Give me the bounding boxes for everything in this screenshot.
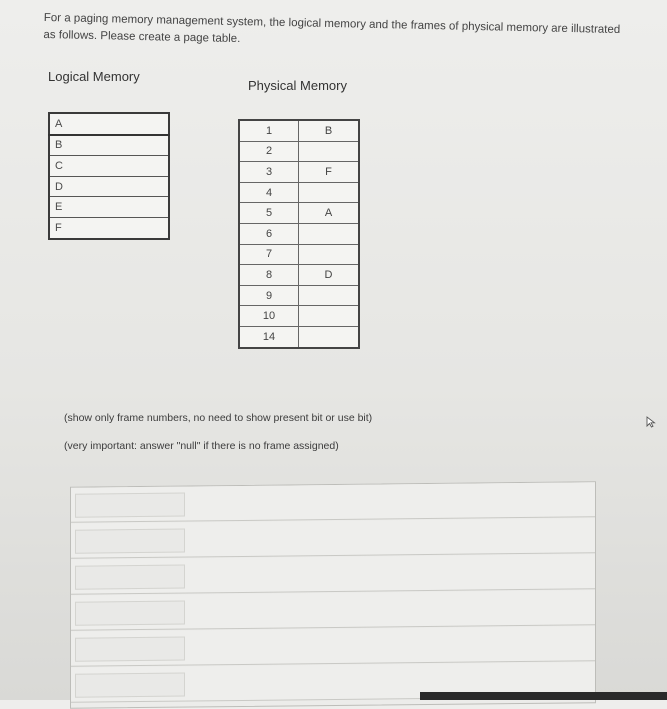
logical-page-cell: F xyxy=(55,221,62,234)
logical-page-cell: A xyxy=(49,113,169,135)
frame-number-cell: 6 xyxy=(239,223,299,244)
frame-content-cell: F xyxy=(299,162,360,183)
answer-input-cell[interactable] xyxy=(75,493,185,518)
table-row xyxy=(239,223,359,244)
frame-number-cell: 8 xyxy=(239,265,299,286)
table-row xyxy=(49,113,169,135)
frame-content-cell: D xyxy=(299,265,360,286)
answer-input-cell[interactable] xyxy=(75,529,185,554)
table-row xyxy=(49,135,169,156)
frame-number-cell: 10 xyxy=(239,306,299,327)
frame-number-cell: 3 xyxy=(239,162,299,183)
table-row xyxy=(239,182,359,203)
frame-number-cell: 14 xyxy=(239,326,299,347)
table-row xyxy=(49,176,169,197)
monitor-bezel xyxy=(420,692,667,700)
answer-row[interactable] xyxy=(71,518,595,558)
frame-content-cell xyxy=(299,306,360,327)
answer-input-cell[interactable] xyxy=(75,673,185,698)
table-row xyxy=(239,203,359,224)
table-row xyxy=(239,244,359,265)
frame-number-cell: 5 xyxy=(239,203,299,224)
frame-content-cell xyxy=(299,326,360,347)
table-row xyxy=(239,265,359,286)
answer-row[interactable] xyxy=(71,554,595,594)
logical-page-cell: C xyxy=(49,156,169,177)
frame-content-cell: B xyxy=(299,120,360,141)
answer-row[interactable] xyxy=(71,482,595,522)
answer-input-cell[interactable] xyxy=(75,601,185,626)
frame-content-cell xyxy=(299,223,360,244)
frame-number-cell: 4 xyxy=(239,182,299,203)
frame-number-cell: 7 xyxy=(239,244,299,265)
physical-memory-heading: Physical Memory xyxy=(248,78,347,93)
page-table-answer-area xyxy=(70,481,596,709)
logical-memory-table xyxy=(48,112,170,240)
logical-memory-heading: Logical Memory xyxy=(48,69,140,84)
answer-row[interactable] xyxy=(71,626,595,666)
answer-row[interactable] xyxy=(71,590,595,630)
table-row xyxy=(239,326,359,347)
table-row xyxy=(49,197,169,218)
physical-memory-table xyxy=(238,119,360,349)
answer-input-cell[interactable] xyxy=(75,637,185,662)
table-row xyxy=(239,162,359,183)
table-row xyxy=(239,141,359,162)
frame-content-cell xyxy=(299,244,360,265)
frame-content-cell: A xyxy=(299,203,360,224)
mouse-cursor-icon xyxy=(646,416,656,428)
table-row xyxy=(49,217,169,238)
frame-number-cell: 1 xyxy=(239,120,299,141)
answer-input-cell[interactable] xyxy=(75,565,185,590)
question-text: For a paging memory management system, the logical memory and the frames of physical memory are illustrated as follows. Please create a page table. xyxy=(43,11,621,46)
frame-number-cell: 9 xyxy=(239,285,299,306)
table-row xyxy=(239,120,359,141)
frame-content-cell xyxy=(299,182,360,203)
table-row xyxy=(239,306,359,327)
logical-page-cell: D xyxy=(49,176,169,197)
table-row xyxy=(239,285,359,306)
logical-page-cell: E xyxy=(49,197,169,218)
frame-content-cell xyxy=(299,141,360,162)
instruction-note: (very important: answer "null" if there is no frame assigned) xyxy=(64,440,339,452)
frame-number-cell: 2 xyxy=(239,141,299,162)
logical-page-cell: B xyxy=(49,135,169,156)
table-row xyxy=(49,156,169,177)
frame-content-cell xyxy=(299,285,360,306)
instruction-note: (show only frame numbers, no need to show present bit or use bit) xyxy=(64,412,373,424)
